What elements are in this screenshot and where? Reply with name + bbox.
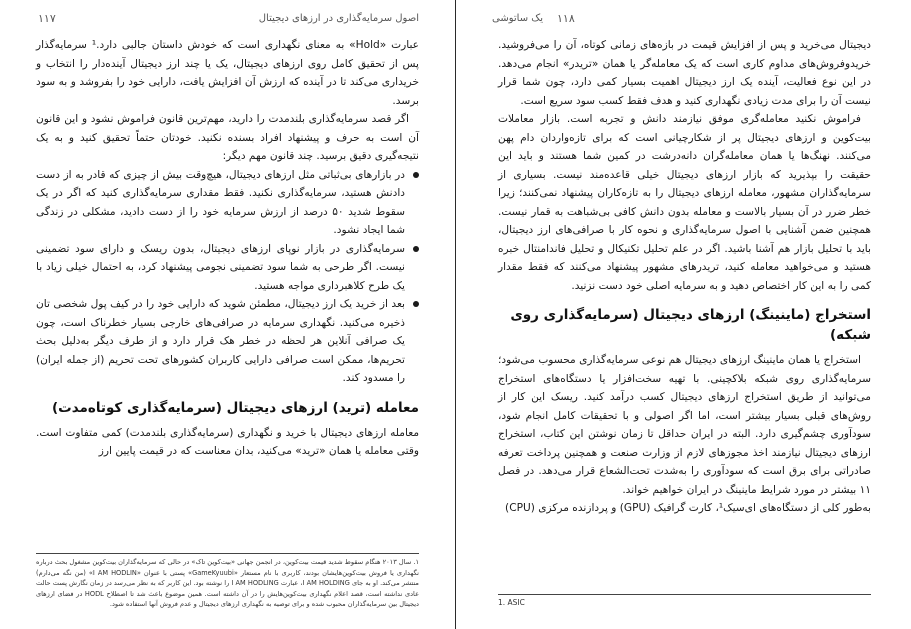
paragraph: عبارت «Hold» به معنای نگهداری است که خودش داستان جالبی دارد.¹ سرمایه‌گذار پس از تحقیق کامل روی ارزهای دیجیتال، یک یا چند ارز دیجیتال آینده‌دار را انتخاب و خریداری می‌کند تا در آینده که ارزش آن افزایش یافت، دارایی خود را بفروشد و به سود برسد. [36, 39, 419, 107]
footnote: 1. ASIC [498, 598, 525, 607]
paragraph-last-line: به‌طور کلی از دستگاه‌های ای‌سیک¹، کارت گرافیک (GPU) و پردازنده مرکزی (CPU) [505, 502, 871, 514]
right-page-number: ۱۱۸ [557, 11, 575, 25]
right-page-body [498, 36, 871, 518]
paragraph: اگر قصد سرمایه‌گذاری بلندمدت را دارید، مهم‌ترین قانون فراموش نشود و این قانون آن است به حرف و پیشنهاد افراد بسنده نکنید. خودتان حتماً تحقیق کنید و به یک نتیجه‌گیری دقیق برسید. چند قانون مهم دیگر: [36, 113, 419, 162]
left-page-body [36, 36, 419, 461]
left-footnotes [36, 553, 419, 610]
list-item-text: بعد از خرید یک ارز دیجیتال، مطمئن شوید که دارایی خود را در کیف پول شخصی تان ذخیره می‌کنید. نگهداری سرمایه در صرافی‌های خارجی بسیار خطرناک است، چون یک صرافی آنلاین هر لحظه در خطر هک قرار دارد و از طرف دیگر به‌دلیل بحث تحریم‌ها، ممکن است صرافی دارایی کاربران کشورهای تحت تحریم (از جمله ایران) را مسدود کند. [36, 298, 405, 384]
left-page [0, 0, 455, 629]
bullet-icon [413, 172, 419, 178]
right-footnotes [498, 594, 871, 609]
right-page [456, 0, 911, 629]
left-chapter-title: اصول سرمایه‌گذاری در ارزهای دیجیتال [258, 12, 419, 24]
section-heading-trading: معامله (ترید) ارزهای دیجیتال (سرمایه‌گذاری کوتاه‌مدت) [51, 399, 419, 416]
bullet-icon [413, 246, 419, 252]
left-page-header [38, 10, 419, 26]
list-item [36, 166, 419, 240]
bullet-icon [413, 301, 419, 307]
paragraph: معامله ارزهای دیجیتال با خرید و نگهداری (سرمایه‌گذاری بلندمدت) کمی متفاوت است. وقتی معامله یا همان «ترید» می‌کنید، بدان معناست که در قیمت پایین ارز [36, 426, 419, 457]
rules-list [36, 166, 419, 388]
paragraph: فراموش نکنید معامله‌گری موفق نیازمند دانش و تجربه است. بازار معاملات بیت‌کوین و ارزهای دیجیتال پر از شکارچیانی است که برای تازه‌واردان دام پهن می‌کنند. نهنگ‌ها یا همان معامله‌گران دانه‌درشت در کمین شما هستند و باید این حقیقت را بپذیرید که بازار ارزهای دیجیتال خیلی قاعده‌مند نیست. بسیاری از سرمایه‌گذاران مشهور، معامله ارزهای دیجیتال را به تازه‌کاران پیشنهاد نمی‌کنند؛ زیرا خطر ضرر در آن بسیار بالاست و معامله بدون دانش کافی بی‌شباهت به قمار نیست. همچنین ضمن آشنایی با اصول سرمایه‌گذاری و نحوه کار با صرافی‌های ارز دیجیتال، باید با تحلیل بازار هم آشنا باشید. اگر در علم تحلیل تکنیکال و تحلیل فاندامنتال خبره هستید و می‌خواهید معامله کنید، تریدرهای مشهور پیشنهاد می‌کنند که فقط مقدار کمی را به این کار اختصاص دهید و به سرمایه اصلی خود دست نزنید. [498, 113, 871, 292]
right-book-title: یک ساتوشی [492, 12, 544, 24]
list-item-text: سرمایه‌گذاری در بازار نوپای ارزهای دیجیتال، بدون ریسک و دارای سود تضمینی نیست. اگر طرحی به شما سود تضمینی نجومی پیشنهاد کرد، به احتمال خیلی زیاد با یک طرح کلاهبرداری مواجه هستید. [36, 242, 405, 292]
left-page-number: ۱۱۷ [38, 11, 56, 25]
right-page-header [492, 10, 873, 26]
paragraph: دیجیتال می‌خرید و پس از افزایش قیمت در بازه‌های زمانی کوتاه، آن را می‌فروشید. خریدوفروش‌های مداوم کاری است که یک معامله‌گر یا همان «تریدر» انجام می‌دهد. در این نوع فعالیت، آینده یک ارز دیجیتال اهمیت بسیار کمی دارد، چون شما قرار نیست آن را برای مدت زیادی نگهداری کنید و هدف فقط کسب سود سریع است. [498, 39, 871, 107]
footnote: ۱. سال ۲۰۱۳ هنگام سقوط شدید قیمت بیت‌کوین، در انجمن جهانی «بیت‌کوین تاک» در حالی که سرمایه‌گذاران بیت‌کوین مشغول بحث درباره نگهداری یا فروش بیت‌کوین‌هایشان بودند، کاربری با نام مستعار «GameKyuubi» پستی با عنوان «I AM HODLIN» (من نگه می‌دارم) منتشر می‌کند. او به جای I AM HOLDING، عبارت I AM HODLING را نوشته بود. این کاربر که به نظر می‌رسد در زمان نگارش پست حالت عادی نداشته است، قصد اعلام نگهداری بیت‌کوین‌هایش را در آن داشته است. همین موضوع باعث شد تا اصطلاح HODL در فضای ارزهای دیجیتال بین سرمایه‌گذاران محبوب شده و برای توصیه به نگهداری ارزهای دیجیتال و عدم فروش آنها استفاده شود. [36, 558, 419, 608]
paragraph: استخراج یا همان ماینینگ ارزهای دیجیتال هم نوعی سرمایه‌گذاری محسوب می‌شود؛ سرمایه‌گذاری روی شبکه بلاکچینی. با تهیه سخت‌افزار یا دستگاه‌های استخراج می‌توانید از طریق استخراج ارزهای دیجیتال کسب درآمد کنید. ریسک این کار از روش‌های قبلی بسیار بیشتر است، اما اگر اصولی و با تحقیقات کامل انجام شود، سودآوری چشم‌گیری دارد. البته در ایران حداقل تا زمان نوشتن این کتاب، استخراج ارزهای دیجیتال نیازمند اخذ مجوزهای لازم از وزارت صنعت و همچنین پرداخت تعرفه صادراتی برای برق است که سودآوری را به‌شدت تحت‌الشعاع قرار می‌دهد. در فصل ۱۱ بیشتر در مورد شرایط ماینینگ در ایران خواهیم خواند. [498, 354, 871, 496]
section-heading-mining: استخراج (ماینینگ) ارزهای دیجیتال (سرمایه‌گذاری روی شبکه) [510, 307, 871, 343]
list-item-text: در بازارهای بی‌ثباتی مثل ارزهای دیجیتال، هیچ‌وقت بیش از چیزی که قادر به از دست دادنش هستید، سرمایه‌گذاری نکنید. فقط مقداری سرمایه‌گذاری کنید که اگر در یک سقوط شدید ۵۰ درصد از ارزش سرمایه خود را از دست دادید، مشکلی در زندگی شما ایجاد نشود. [36, 168, 405, 236]
list-item [36, 240, 419, 296]
list-item [36, 295, 419, 388]
